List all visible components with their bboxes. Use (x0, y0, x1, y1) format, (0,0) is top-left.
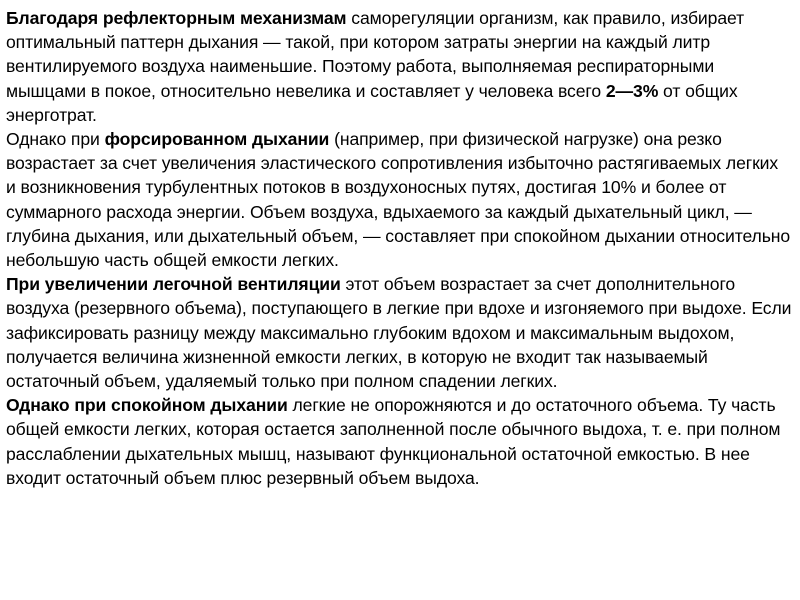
paragraph-1-body-2: от общих энерготрат. (6, 80, 738, 125)
paragraph-4-lead: Однако при спокойном дыхании (6, 395, 288, 416)
paragraph-1-emphasis: 2—3% (605, 80, 659, 101)
paragraph-2-body: (например, при физической нагрузке) она резко возрастает за счет увеличения эластического сопротивления избыточно растягиваемых легких и возникновения турбулентных потоков в воздухоносных путях, достигая 10% и более от суммарного расхода энергии. Объем воздуха, вдыхаемого за каждый дыхательный цикл, — глубина дыхания, или дыхательный объем, — составляет при спокойном дыхании относительно небольшую часть общей емкости легких. (6, 129, 791, 271)
paragraph-1-lead: Благодаря рефлекторным механизмам (6, 8, 347, 28)
paragraph-2-pre: Однако при (6, 129, 105, 150)
document-text (6, 6, 792, 490)
paragraph-1 (6, 6, 792, 127)
paragraph-4 (6, 393, 792, 490)
paragraph-2-lead: форсированном дыхании (104, 129, 330, 150)
paragraph-3-lead: При увеличении легочной вентиляции (6, 274, 341, 295)
paragraph-4-body: легкие не опорожняются и до остаточного объема. Ту часть общей емкости легких, которая остается заполненной после обычного выдоха, т. е. при полном расслаблении дыхательных мышц, называют функциональной остаточной емкостью. В нее входит остаточный объем плюс резервный объем выдоха. (6, 395, 781, 488)
paragraph-2 (6, 127, 792, 272)
paragraph-3-body: этот объем возрастает за счет дополнительного воздуха (резервного объема), поступающего в легкие при вдохе и изгоняемого при выдохе. Если зафиксировать разницу между максимально глубоким вдохом и максимальным выдохом, получается величина жизненной емкости легких, в которую не входит так называемый остаточный объем, удаляемый только при полном спадении легких. (6, 274, 792, 392)
paragraph-3 (6, 272, 792, 393)
paragraph-1-body-1: саморегуляции организм, как правило, избирает оптимальный паттерн дыхания — такой, при котором затраты энергии на каждый литр вентилируемого воздуха наименьшие. Поэтому работа, выполняемая респираторными мышцами в покое, относительно невелика и составляет у человека всего (6, 8, 745, 101)
